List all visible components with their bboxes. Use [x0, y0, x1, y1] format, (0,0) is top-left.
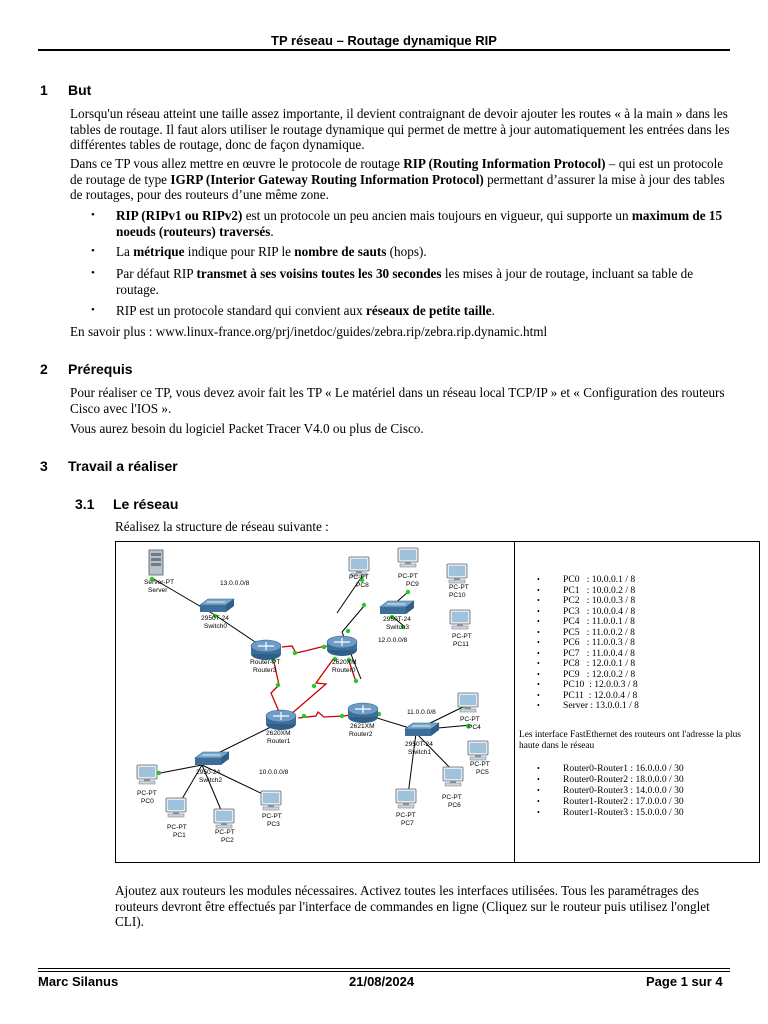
- bullet-dot: •: [537, 690, 540, 700]
- link-item-text: Router0-Router2 : 18.0.0.0 / 30: [563, 774, 684, 785]
- text-span: les mises à jour de routage, incluant sa table de routage.: [116, 266, 694, 297]
- text-bold: nombre de sauts: [294, 244, 387, 259]
- bullet-dot: •: [91, 267, 95, 279]
- text-span: indique pour RIP le: [184, 244, 295, 259]
- label-switch: Switch2: [199, 777, 223, 784]
- address-item-text: PC0 : 10.0.0.1 / 8: [563, 574, 636, 585]
- bullet-dot: •: [537, 680, 540, 689]
- label-pc: PC0: [141, 798, 154, 805]
- router-icon: [266, 710, 296, 730]
- bullet-dot: •: [537, 575, 540, 584]
- serial-links: [271, 646, 356, 718]
- pc-icon: [214, 809, 234, 828]
- label-switch: Switch1: [408, 749, 432, 756]
- section-number: 1: [40, 82, 48, 98]
- footer-author: Marc Silanus: [38, 974, 119, 989]
- label-router: Router2: [349, 731, 373, 738]
- label-switch: Switch3: [386, 624, 410, 631]
- section-number: 3.1: [75, 496, 95, 512]
- pc-icon: [396, 789, 416, 808]
- label-router: Router0: [332, 667, 356, 674]
- text-span: – qui est un protocole de routage de type: [70, 156, 724, 187]
- address-item-text: PC10 : 12.0.0.3 / 8: [563, 679, 638, 690]
- router-icon: [251, 640, 281, 660]
- en-savoir-plus: En savoir plus : www.linux-france.org/prj/inetdoc/guides/zebra.rip/zebra.rip.dynamic.html: [70, 324, 548, 339]
- bullet-dot: •: [537, 764, 540, 773]
- label-pc: PC11: [453, 641, 470, 648]
- link-item-text: Router0-Router1 : 16.0.0.0 / 30: [563, 763, 684, 774]
- pc-icon: [261, 791, 281, 810]
- text-bold: réseaux de petite taille: [366, 303, 492, 318]
- fastethernet-note: Les interface FastEthernet des routeurs ont l'adresse la plus haute dans le réseau: [519, 730, 741, 751]
- address-item-text: PC9 : 12.0.0.2 / 8: [563, 668, 636, 680]
- footer-date: 21/08/2024: [349, 974, 415, 989]
- label-pc: PC-PT: [262, 813, 282, 820]
- pc-icon: [458, 693, 478, 712]
- router-icon: [348, 703, 378, 723]
- label-switch: 2950T-24: [405, 741, 433, 748]
- label-pc: PC4: [468, 724, 481, 731]
- label-pc: PC-PT: [452, 633, 472, 640]
- label-network: 13.0.0.0/8: [220, 580, 250, 587]
- address-item-text: PC1 : 10.0.0.2 / 8: [563, 584, 636, 596]
- text-bold: IGRP (Interior Gateway Routing Information Protocol): [170, 171, 484, 187]
- label-router: 2620XM: [266, 730, 291, 737]
- text-bold: RIP (RIPv1 ou RIPv2): [116, 208, 243, 223]
- label-pc: PC-PT: [349, 574, 369, 581]
- text-span: RIP est un protocole standard qui convient aux: [116, 303, 367, 318]
- pc-icon: [450, 610, 470, 629]
- pc-icon: [137, 765, 157, 784]
- bullet-dot: •: [537, 585, 540, 595]
- address-item-text: Server : 13.0.0.1 / 8: [563, 700, 639, 711]
- address-item-text: PC8 : 12.0.0.1 / 8: [563, 658, 636, 669]
- but-paragraph-2: [70, 156, 735, 203]
- switch-icon: [405, 723, 439, 736]
- bullet-dot: •: [537, 775, 540, 784]
- bullet-dot: •: [537, 786, 540, 795]
- footer-rule: [38, 971, 730, 972]
- footer-page: Page 1 sur 4: [646, 974, 723, 989]
- text-span: Par défaut RIP: [116, 266, 197, 281]
- label-pc: PC6: [448, 802, 461, 809]
- text-span: est un protocole un peu ancien mais toujours en vigueur, qui supporte un: [242, 208, 632, 223]
- label-pc: PC-PT: [137, 790, 157, 797]
- label-pc: PC-PT: [470, 761, 490, 768]
- bullet-dot: •: [537, 617, 540, 626]
- prereq-paragraph-1: Pour réaliser ce TP, vous devez avoir fait les TP « Le matériel dans un réseau local TCP/IP » et « Configuration des routeurs Cisco avec l'IOS ».: [70, 385, 725, 416]
- label-pc: PC-PT: [442, 794, 462, 801]
- label-server: Server: [148, 587, 168, 594]
- address-item-text: PC11 : 12.0.0.4 / 8: [563, 689, 638, 701]
- page-header-title: TP réseau – Routage dynamique RIP: [271, 33, 497, 48]
- label-router: Router1: [267, 738, 291, 745]
- bullet-text: [116, 244, 736, 260]
- link-item-text: Router1-Router3 : 15.0.0.0 / 30: [563, 807, 684, 818]
- switch-icon: [200, 599, 234, 612]
- pc-icon: [166, 798, 186, 817]
- bullet-dot: •: [537, 648, 540, 658]
- label-switch: 2950-24: [196, 769, 221, 776]
- router-icon: [327, 636, 357, 656]
- network-intro: Réalisez la structure de réseau suivante :: [115, 519, 329, 534]
- section-number: 3: [40, 458, 48, 474]
- bullet-dot: •: [537, 669, 540, 679]
- network-figure: [115, 541, 760, 863]
- address-item-text: PC4 : 11.0.0.1 / 8: [563, 616, 635, 627]
- label-pc: PC-PT: [398, 573, 418, 580]
- pc-icon: [398, 548, 418, 567]
- label-pc: PC1: [173, 832, 186, 839]
- pc-icon: [468, 741, 488, 760]
- bullet-text: [116, 266, 736, 297]
- link-item-text: Router1-Router2 : 17.0.0.0 / 30: [563, 796, 684, 807]
- network-diagram: [116, 542, 514, 862]
- label-pc: PC9: [406, 581, 419, 588]
- text-span: La: [116, 244, 134, 259]
- text-span: Dans ce TP vous allez mettre en œuvre le protocole de routage: [70, 156, 404, 171]
- footer-rule: [38, 968, 730, 969]
- bullet-dot: •: [91, 245, 95, 257]
- prereq-paragraph-2: Vous aurez besoin du logiciel Packet Tracer V4.0 ou plus de Cisco.: [70, 421, 424, 436]
- port-markers: [150, 577, 470, 815]
- section-title: Le réseau: [113, 496, 179, 512]
- bullet-dot: •: [537, 638, 540, 647]
- server-icon: [149, 550, 163, 575]
- bullet-dot: •: [537, 659, 540, 668]
- label-network: 11.0.0.0/8: [407, 709, 436, 716]
- switch-icon: [380, 601, 414, 614]
- label-pc: PC5: [476, 769, 489, 776]
- text-bold: transmet à ses voisins toutes les 30 secondes: [196, 266, 442, 281]
- section-title: Prérequis: [68, 361, 133, 377]
- section-number: 2: [40, 361, 48, 377]
- header-rule: [38, 49, 730, 51]
- bullet-text: [116, 208, 736, 239]
- label-switch: 2950T-24: [383, 616, 411, 623]
- text-span: .: [270, 223, 274, 239]
- label-switch: Switch0: [204, 623, 228, 630]
- text-bold: maximum de 15 noeuds (routeurs) traversés: [116, 208, 723, 239]
- text-bold: RIP (Routing Information Protocol): [403, 156, 606, 171]
- address-item-text: PC5 : 11.0.0.2 / 8: [563, 626, 635, 638]
- bullet-dot: •: [537, 797, 540, 806]
- bullet-dot: •: [91, 304, 95, 316]
- section-title: Travail a réaliser: [68, 458, 178, 474]
- bullet-dot: •: [537, 627, 540, 637]
- bullet-dot: •: [91, 209, 95, 221]
- label-pc: PC3: [267, 821, 280, 828]
- figure-divider: [514, 542, 515, 862]
- label-pc: PC-PT: [460, 716, 480, 723]
- switch-icon: [195, 752, 229, 765]
- section-title: But: [68, 82, 92, 98]
- text-span: .: [491, 303, 495, 318]
- text-bold: métrique: [133, 244, 185, 259]
- label-network: 10.0.0.0/8: [259, 769, 289, 776]
- label-network: 12.0.0.0/8: [378, 637, 408, 644]
- address-item-text: PC7 : 11.0.0.4 / 8: [563, 647, 635, 659]
- bullet-dot: •: [537, 596, 540, 605]
- address-item-text: PC6 : 11.0.0.3 / 8: [563, 637, 635, 648]
- label-pc: PC10: [449, 592, 466, 599]
- link-item-text: Router0-Router3 : 14.0.0.0 / 30: [563, 785, 684, 796]
- bullet-text: [116, 303, 736, 319]
- label-pc: PC7: [401, 820, 414, 827]
- label-pc: PC-PT: [396, 812, 416, 819]
- bullet-dot: •: [537, 701, 540, 710]
- text-span: (hops).: [386, 244, 427, 259]
- label-pc: PC-PT: [449, 584, 469, 591]
- pc-icon: [447, 564, 467, 583]
- bullet-dot: •: [537, 808, 540, 817]
- label-router: Router-PT: [250, 659, 281, 666]
- pc-icon: [443, 767, 463, 786]
- label-pc: PC-PT: [167, 824, 187, 831]
- address-item-text: PC2 : 10.0.0.3 / 8: [563, 595, 636, 606]
- label-pc: PC2: [221, 837, 234, 844]
- bullet-dot: •: [537, 606, 540, 616]
- but-paragraph-1: Lorsqu'un réseau atteint une taille assez importante, il devient contraignant de devoir ajouter les routes « à la main » dans les tables de routage. Il faut alors utiliser le routage dynamique qui permet de mettre à jour automatiquement les entrées dans les différentes tables de routage, donc de façon dynamique.: [70, 106, 730, 152]
- label-pc: PC-PT: [215, 829, 235, 836]
- text-span: permettant d’assurer la mise à jour des tables de routages, pour des routeurs d’une même zone.: [70, 171, 725, 202]
- label-pc: PC8: [356, 582, 369, 589]
- label-router: Router3: [253, 667, 277, 674]
- label-router: 2621XM: [350, 723, 375, 730]
- label-switch: 2950T-24: [201, 615, 229, 622]
- label-server: Server-PT: [144, 579, 175, 586]
- address-item-text: PC3 : 10.0.0.4 / 8: [563, 605, 636, 617]
- modules-paragraph: Ajoutez aux routeurs les modules nécessaires. Activez toutes les interfaces utilisées. Tous les paramétrages des routeurs devront être effectués par l'interface de commandes en ligne (Cliquez sur le routeur puis utilisez l'onglet CLI).: [115, 883, 710, 929]
- label-router: 2620XM: [332, 659, 357, 666]
